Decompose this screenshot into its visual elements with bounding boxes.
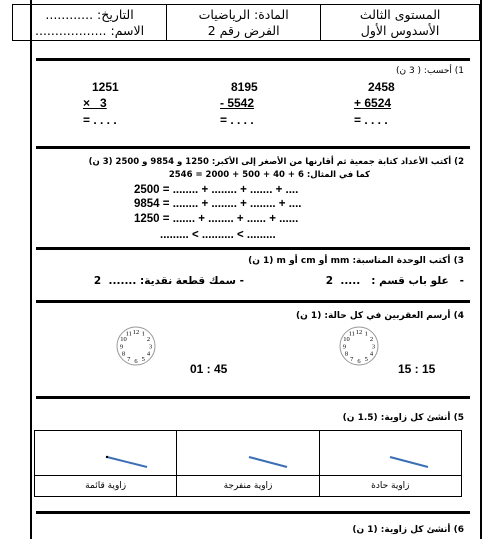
q4-time-label-2: 01 : 45 bbox=[190, 362, 228, 376]
q2-line-9854: 9854 = ........ + ........ + ........ + .... bbox=[134, 198, 302, 210]
clock-number: 1 bbox=[364, 330, 368, 338]
q3-item-coin-thickness: - سمك قطعة نقدية: ....... 2 bbox=[93, 275, 244, 287]
q2-comparison-line: ......... < .......... < ......... bbox=[160, 229, 276, 241]
page-right-border bbox=[480, 0, 482, 539]
clock-number: 12 bbox=[355, 328, 363, 336]
q3-item-door-height: - علو باب قسم : ..... 2 bbox=[325, 275, 464, 287]
clock-number: 10 bbox=[343, 336, 350, 344]
date-name-cell bbox=[13, 5, 167, 41]
clock-number: 9 bbox=[119, 343, 124, 351]
ray-line bbox=[390, 457, 428, 467]
level-label: المستوى الثالث bbox=[359, 6, 441, 22]
clock-number: 2 bbox=[369, 336, 374, 344]
test-label: الفرض رقم 2 bbox=[207, 22, 280, 38]
ray-line bbox=[249, 457, 287, 467]
section-divider bbox=[36, 146, 470, 149]
ray-line bbox=[107, 457, 147, 467]
angles-table bbox=[34, 430, 462, 497]
level-cell bbox=[321, 5, 480, 41]
label-obtuse-angle: زاوية منفرجة bbox=[177, 476, 319, 497]
section-divider bbox=[36, 300, 470, 303]
q1-op2-bottom: - 5542 bbox=[220, 96, 255, 110]
subject-label: المادة: الرياضيات bbox=[198, 6, 289, 22]
q2-line-1250: 1250 = ....... + ........ + ...... + ...... bbox=[134, 213, 299, 225]
label-right-angle: زاوية قائمة bbox=[35, 476, 177, 497]
q2-title: 2) أكتب الأعداد كتابة جمعية ثم أقارنها من الأصغر إلى الأكبر: 1250 و 9854 و 2500 (3 ن) bbox=[88, 157, 464, 167]
section-divider bbox=[36, 58, 470, 61]
section-divider bbox=[36, 247, 470, 250]
clock-number: 6 bbox=[357, 357, 361, 365]
semester-label: الأسدوس الأول bbox=[360, 22, 440, 38]
clock-number: 4 bbox=[369, 350, 374, 358]
angle-cell-right[interactable] bbox=[35, 431, 177, 476]
label-acute-angle: زاوية حادة bbox=[319, 476, 461, 497]
q1-title: 1) أحسب: ( 3 ن) bbox=[395, 66, 464, 76]
clock-face-left[interactable] bbox=[338, 325, 380, 367]
q2-line-2500: 2500 = ........ + ........ + ....... + .... bbox=[134, 184, 299, 196]
clock-number: 3 bbox=[148, 343, 153, 351]
q1-op1-result: = . . . . bbox=[354, 113, 388, 127]
clock-number: 7 bbox=[127, 355, 131, 363]
page-left-border bbox=[30, 0, 32, 539]
q6-title: 6) أنشئ كل زاوية: (1 ن) bbox=[352, 525, 464, 535]
section-divider bbox=[36, 396, 470, 399]
q1-op1-bottom: + 6524 bbox=[354, 96, 392, 110]
header-table bbox=[12, 4, 480, 41]
name-field: الاسم: .................. bbox=[35, 22, 145, 38]
clock-number: 6 bbox=[134, 357, 138, 365]
section-divider bbox=[36, 511, 470, 514]
clock-number: 5 bbox=[141, 355, 145, 363]
q1-op3-top: 1251 bbox=[92, 80, 119, 94]
angle-cell-acute[interactable] bbox=[319, 431, 461, 476]
q1-op3-result: = . . . . bbox=[83, 113, 117, 127]
clock-number: 10 bbox=[120, 336, 127, 344]
angle-ray bbox=[35, 431, 177, 475]
q4-time-label-1: 15 : 15 bbox=[398, 362, 436, 376]
subject-cell bbox=[167, 5, 321, 41]
q2-example: كما في المثال: 6 + 40 + 500 + 2000 = 2546 bbox=[168, 170, 370, 180]
angle-ray bbox=[320, 431, 462, 475]
angle-cell-obtuse[interactable] bbox=[177, 431, 319, 476]
clock-number: 1 bbox=[141, 330, 145, 338]
q1-op2-result: = . . . . bbox=[220, 113, 254, 127]
clock-number: 7 bbox=[350, 355, 354, 363]
q1-op1-top: 2458 bbox=[368, 80, 395, 94]
angle-ray bbox=[177, 431, 319, 475]
ray-vertex bbox=[106, 456, 108, 458]
date-field: التاريخ: ............ bbox=[45, 6, 134, 22]
clock-number: 2 bbox=[146, 336, 151, 344]
clock-number: 12 bbox=[132, 328, 140, 336]
clock-number: 5 bbox=[364, 355, 368, 363]
clock-number: 4 bbox=[146, 350, 151, 358]
clock-number: 3 bbox=[371, 343, 376, 351]
clock-number: 11 bbox=[125, 330, 132, 338]
q1-op2-top: 8195 bbox=[231, 80, 258, 94]
q1-op3-bottom: × 3 bbox=[83, 96, 107, 110]
clock-face-right[interactable] bbox=[115, 325, 157, 367]
clock-number: 8 bbox=[344, 350, 349, 358]
clock-number: 9 bbox=[342, 343, 347, 351]
clock-number: 8 bbox=[121, 350, 126, 358]
q5-title: 5) أنشئ كل زاوية: (1.5 ن) bbox=[342, 413, 464, 423]
clock-number: 11 bbox=[348, 330, 355, 338]
q3-title: 3) أكتب الوحدة المناسبة: mm أو cm أو m (1 ن) bbox=[248, 256, 464, 266]
q4-title: 4) أرسم العقربين في كل حالة: (1 ن) bbox=[295, 311, 464, 321]
